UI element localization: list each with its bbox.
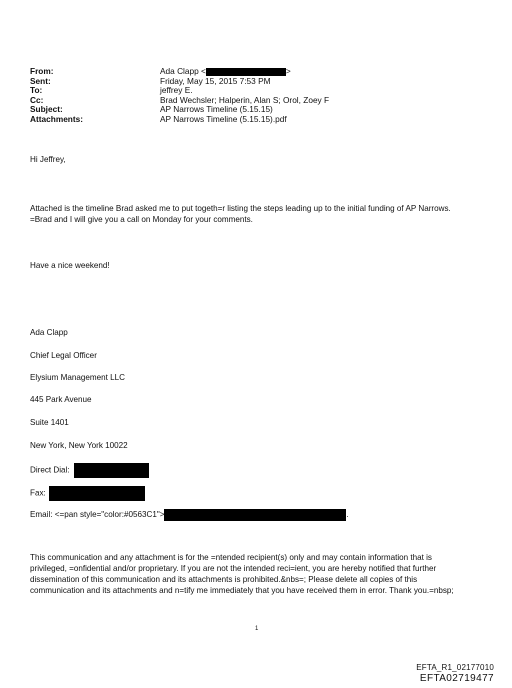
body-paragraph-line-2: =Brad and I will give you a call on Monday for your comments. xyxy=(30,215,253,224)
attachments-value: AP Narrows Timeline (5.15.15).pdf xyxy=(160,113,287,124)
cc-value: Brad Wechsler; Halperin, Alan S; Orol, Zoey F xyxy=(160,94,330,105)
from-name: Ada Clapp < xyxy=(160,66,206,76)
sent-label: Sent: xyxy=(30,75,51,86)
subject-value: AP Narrows Timeline (5.15.15) xyxy=(160,104,273,115)
email-header xyxy=(30,67,329,125)
redaction-box xyxy=(164,509,349,521)
greeting: Hi Jeffrey, xyxy=(30,155,66,164)
sent-value: Friday, May 15, 2015 7:53 PM xyxy=(160,75,271,86)
signature-name: Ada Clapp xyxy=(30,328,68,337)
subject-label: Subject: xyxy=(30,104,63,115)
disclaimer-line-3: dissemination of this communication and its attachments is prohibited.&nbs=; Please delete all copies of this xyxy=(30,575,418,584)
email-row xyxy=(30,509,349,521)
attachments-row xyxy=(30,115,329,125)
fax-label: Fax: xyxy=(30,488,46,498)
disclaimer-line-1: This communication and any attachment is for the =ntended recipient(s) only and may contain information that is xyxy=(30,553,432,562)
from-suffix: > xyxy=(285,66,291,76)
disclaimer-line-4: communication and its attachments and n=tify me immediately that you have received them in error. Thank you.=nbsp; xyxy=(30,586,454,595)
bates-number-1: EFTA_R1_02177010 xyxy=(416,663,494,672)
direct-dial-label: Direct Dial: xyxy=(30,465,70,475)
page-number: 1 xyxy=(255,626,259,632)
direct-dial-row xyxy=(30,463,149,478)
cc-label: Cc: xyxy=(30,94,44,105)
confidentiality-disclaimer xyxy=(30,552,500,596)
email-label: Email: <=pan style="color:#0563C1"> xyxy=(30,510,165,520)
bates-number-2: EFTA02719477 xyxy=(419,673,494,684)
redaction-box xyxy=(49,486,145,501)
to-value: jeffrey E. xyxy=(160,85,193,96)
signature-address-2: Suite 1401 xyxy=(30,418,69,427)
redaction-box xyxy=(74,463,149,478)
fax-row xyxy=(30,486,145,501)
closing: Have a nice weekend! xyxy=(30,261,110,270)
signature-city: New York, New York 10022 xyxy=(30,441,128,450)
body-paragraph-line-1: Attached is the timeline Brad asked me to put togeth=r listing the steps leading up to the initial funding of AP Narrows. xyxy=(30,204,451,213)
signature-company: Elysium Management LLC xyxy=(30,373,125,382)
disclaimer-line-2: privileged, =onfidential and/or proprietary. If you are not the intended reci=ient, you are hereby notified that further xyxy=(30,564,437,573)
attachments-label: Attachments: xyxy=(30,113,84,124)
signature-title: Chief Legal Officer xyxy=(30,351,97,360)
signature-address-1: 445 Park Avenue xyxy=(30,395,92,404)
email-suffix: . xyxy=(346,510,349,520)
from-label: From: xyxy=(30,66,54,76)
to-label: To: xyxy=(30,85,43,96)
redaction-box xyxy=(206,68,286,76)
